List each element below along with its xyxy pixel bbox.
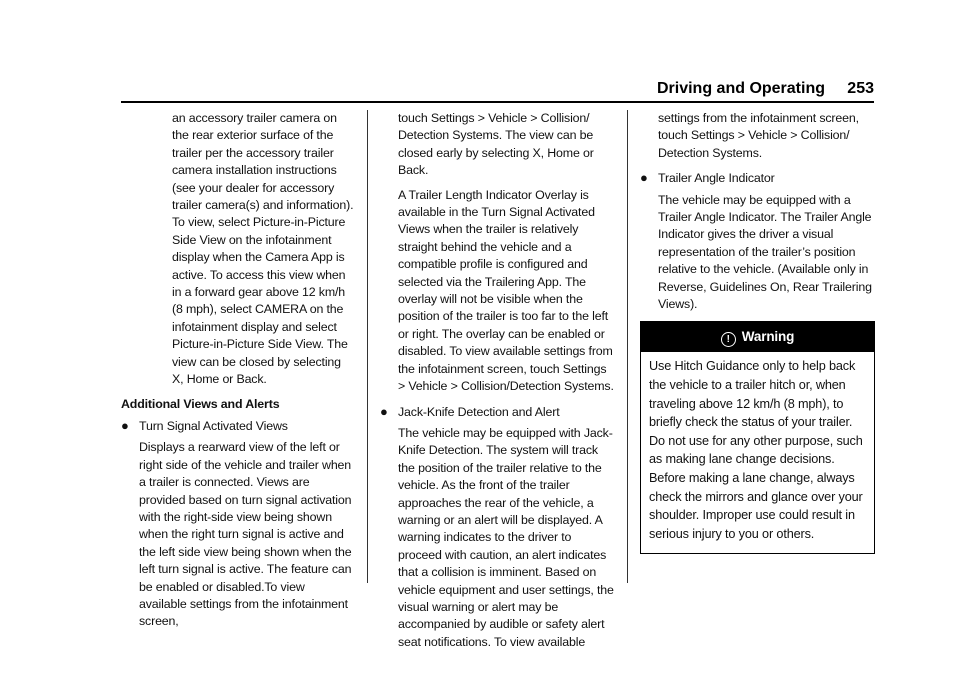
- bullet-title: Turn Signal Activated Views: [139, 418, 288, 433]
- warning-title: Warning: [741, 329, 795, 345]
- additional-views-heading: Additional Views and Alerts: [121, 396, 280, 411]
- bullet-item: [380, 403, 615, 421]
- bullet-icon: ●: [121, 417, 129, 433]
- trailer-length-overlay-paragraph: A Trailer Length Indicator Overlay is available in the Turn Signal Activated Views when the trailer is relatively straight behind the vehicle and a compatible profile is configured and selected via the Trailering App. The overlay will not be visible when the position of the trailer is too far to the left or right. The overlay can be enabled or disabled. To view available settings from the infotainment screen, touch Settings > Vehicle > Collision/Detection Systems.: [398, 187, 614, 394]
- bullet-item: [640, 169, 876, 187]
- column-right: [640, 110, 876, 554]
- header-rule: [121, 101, 874, 103]
- warning-body: Use Hitch Guidance only to help back the vehicle to a trailer hitch or, when traveling above 12 km/h (8 mph), to briefly check the status of your trailer. Do not use for any other purpose, such as making lane change decisions. Before making a lane change, always check the mirrors and glance over your shoulder. Improper use could result in serious injury to you or others.: [649, 359, 863, 541]
- bullet-icon: ●: [640, 170, 648, 186]
- bullet-title: Jack-Knife Detection and Alert: [398, 404, 560, 419]
- trailer-angle-paragraph: The vehicle may be equipped with a Trailer Angle Indicator. The Trailer Angle Indicator gives the driver a visual representation of the trailer’s position relative to the vehicle. (Available only in Reverse, Guidelines On, Rear Trailering Views).: [658, 192, 872, 312]
- column-divider: [627, 110, 628, 583]
- continued-paragraph: settings from the infotainment screen, touch Settings > Vehicle > Collision/ Detection Systems.: [658, 111, 859, 160]
- continued-paragraph: touch Settings > Vehicle > Collision/ Detection Systems. The view can be closed early by selecting X, Home or Back.: [398, 111, 594, 178]
- bullet-item: [121, 417, 355, 435]
- warning-box: [640, 321, 875, 554]
- column-middle: [380, 110, 615, 658]
- column-left: [121, 110, 355, 638]
- page-number: 253: [847, 80, 874, 97]
- camera-view-paragraph: an accessory trailer camera on the rear exterior surface of the trailer per the accessory trailer camera installation instructions (see your dealer for accessory trailer camera(s) and information). To view, select Picture-in-Picture Side View on the infotainment display when the Camera App is active. To access this view when in a forward gear above 12 km/h (8 mph), select CAMERA on the infotainment display and select Picture-in-Picture Side View. The view can be closed by selecting X, Home or Back.: [172, 111, 354, 387]
- warning-icon: !: [721, 332, 736, 347]
- turn-signal-views-paragraph: Displays a rearward view of the left or right side of the vehicle and trailer when a trailer is connected. Views are provided based on turn signal activation with the right-side view being shown when the right turn signal is active and the left side view being shown when the left turn signal is active. The feature can be enabled or disabled.To view available settings from the infotainment screen,: [139, 440, 352, 629]
- bullet-icon: ●: [380, 403, 388, 419]
- column-divider: [367, 110, 368, 583]
- jack-knife-paragraph: The vehicle may be equipped with Jack-Knife Detection. The system will track the position of the trailer relative to the vehicle. As the front of the trailer approaches the rear of the vehicle, a warning or an alert will be displayed. A warning indicates to the driver to proceed with caution, an alert indicates that a collision is imminent. Based on vehicle equipment and user settings, the visual warning or alert may be accompanied by audible or safety alert seat notifications. To view available: [398, 425, 614, 649]
- section-title: Driving and Operating: [656, 80, 825, 97]
- warning-header: [641, 322, 874, 352]
- bullet-title: Trailer Angle Indicator: [658, 171, 775, 186]
